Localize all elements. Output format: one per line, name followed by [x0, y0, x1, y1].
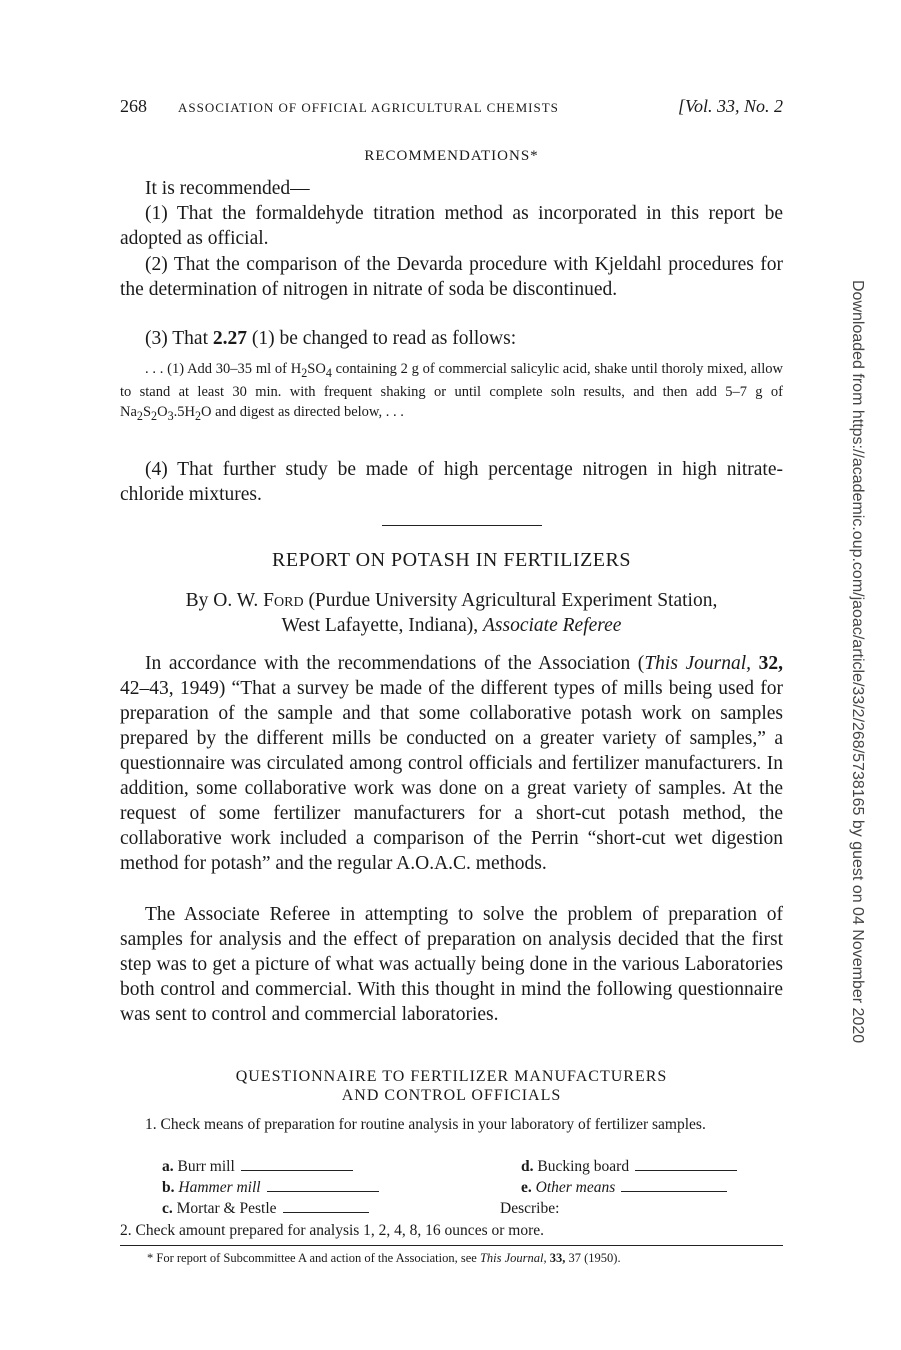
- option-text: Bucking board: [537, 1158, 630, 1175]
- byline: [120, 590, 783, 612]
- byline-by: By O. W.: [185, 590, 264, 611]
- volume-ref: 32,: [751, 653, 784, 674]
- option-d: [521, 1157, 737, 1176]
- question-2: 2. Check amount prepared for analysis 1, 2, 4, 8, 16 ounces or more.: [120, 1222, 544, 1239]
- rec3-suffix: (1) be changed to read as follows:: [247, 328, 517, 349]
- subscript: 2: [136, 408, 143, 423]
- recommendation-3: [120, 326, 783, 351]
- footnote: [147, 1251, 621, 1266]
- author-location: West Lafayette, Indiana),: [281, 615, 484, 636]
- footnote-rule: [120, 1245, 783, 1246]
- section-divider: [382, 525, 542, 526]
- answer-blank[interactable]: [267, 1179, 379, 1192]
- option-letter: b.: [162, 1179, 175, 1196]
- p1-text: In accordance with the recommendations of the Association (: [145, 653, 645, 674]
- option-b: [162, 1178, 379, 1197]
- watermark-text: Downloaded from https://academic.oup.com/jaoac/article/33/2/268/5738165 by guest on 04 November 2020: [849, 280, 866, 1044]
- option-a: [162, 1157, 353, 1176]
- option-letter: c.: [162, 1200, 173, 1217]
- subscript: 3: [167, 408, 174, 423]
- answer-blank[interactable]: [621, 1179, 727, 1192]
- answer-blank[interactable]: [635, 1158, 737, 1171]
- recommendation-4: (4) That further study be made of high percentage nitrogen in high nitrate-chloride mixtures.: [120, 459, 783, 505]
- footnote-text: * For report of Subcommittee A and action of the Association, see: [147, 1251, 480, 1265]
- question-1: 1. Check means of preparation for routine analysis in your laboratory of fertilizer samples.: [145, 1116, 706, 1133]
- running-header: [120, 96, 783, 122]
- journal-name: ASSOCIATION OF OFFICIAL AGRICULTURAL CHEMISTS: [178, 100, 559, 115]
- report-paragraph-2: The Associate Referee in attempting to solve the problem of preparation of samples for analysis and the effect of preparation on analysis decided that the first step was to get a picture of what was actually being done in the various Laboratories both control and commercial. With this thought in mind the following questionnaire was sent to control and commercial laboratories.: [120, 904, 783, 1025]
- option-text: Other means: [535, 1179, 616, 1196]
- footnote-text: 37 (1950).: [565, 1251, 621, 1265]
- rec3-prefix: (3) That: [145, 328, 213, 349]
- recommendation-2: (2) That the comparison of the Devarda procedure with Kjeldahl procedures for the determination of nitrogen in nitrate of soda be discontinued.: [120, 254, 783, 300]
- quote-part: containing 2 g of commercial salicylic acid, shake until thoroly mixed, allow to stand at least 30 min. with frequent shaking or until complete soln results, and then add 5–7 g of Na: [120, 361, 783, 420]
- answer-blank[interactable]: [241, 1158, 353, 1171]
- rec3-section-ref: 2.27: [212, 328, 247, 349]
- page-number: 268: [120, 96, 147, 116]
- quote-part: S: [142, 403, 152, 420]
- questionnaire-title-2: AND CONTROL OFFICIALS: [341, 1087, 562, 1104]
- option-e: [521, 1178, 727, 1197]
- answer-blank[interactable]: [283, 1200, 369, 1213]
- report-paragraph-1: [120, 651, 783, 876]
- quote-part: .5H: [173, 403, 195, 420]
- option-text: Burr mill: [177, 1158, 235, 1175]
- option-letter: e.: [521, 1179, 532, 1196]
- footnote-journal: This Journal,: [479, 1251, 547, 1265]
- quoted-method-text: [120, 360, 783, 426]
- option-text: Hammer mill: [178, 1179, 261, 1196]
- option-text: Mortar & Pestle: [176, 1200, 277, 1217]
- option-letter: d.: [521, 1158, 534, 1175]
- quote-part: O and digest as directed below, . . .: [201, 403, 404, 420]
- byline-line2: [120, 615, 783, 637]
- questionnaire-title-1: QUESTIONNAIRE TO FERTILIZER MANUFACTURERS: [235, 1068, 668, 1085]
- recommendation-1: (1) That the formaldehyde titration method as incorporated in this report be adopted as official.: [120, 203, 783, 249]
- author-affiliation: (Purdue University Agricultural Experiment Station,: [303, 590, 718, 611]
- report-title: REPORT ON POTASH IN FERTILIZERS: [272, 549, 631, 571]
- footnote-volume: 33,: [546, 1251, 566, 1265]
- subscript: 2: [194, 408, 202, 423]
- quote-part: . . . (1) Add 30–35 ml of H: [145, 361, 302, 377]
- quote-part: O: [157, 403, 168, 420]
- download-watermark: [848, 280, 872, 1070]
- journal-ref: This Journal,: [644, 653, 752, 674]
- recommendations-title: RECOMMENDATIONS*: [364, 148, 539, 164]
- recommendations-intro: It is recommended—: [145, 178, 310, 199]
- volume-info: [Vol. 33, No. 2: [677, 96, 783, 116]
- option-c: [162, 1199, 369, 1218]
- option-letter: a.: [162, 1158, 174, 1175]
- p1-text: 42–43, 1949) “That a survey be made of the different types of mills being used for preparation of the sample and that some collaborative potash work on samples prepared by the different mills be conducted on a greater variety of samples,” a questionnaire was circulated among control officials and fertilizer manufacturers. In addition, some collaborative work was done on a great variety of samples. At the request of some fertilizer manufacturers for a short-cut potash method, the collaborative work included a comparison of the Perrin “short-cut wet digestion method for potash” and the regular A.O.A.C. methods.: [120, 678, 783, 874]
- author-name: Ford: [263, 590, 304, 611]
- quote-part: SO: [307, 361, 326, 377]
- subscript: 2: [151, 408, 158, 423]
- describe-label: Describe:: [500, 1200, 560, 1217]
- subscript: 4: [325, 365, 332, 380]
- author-role: Associate Referee: [483, 615, 622, 636]
- subscript: 2: [301, 365, 308, 380]
